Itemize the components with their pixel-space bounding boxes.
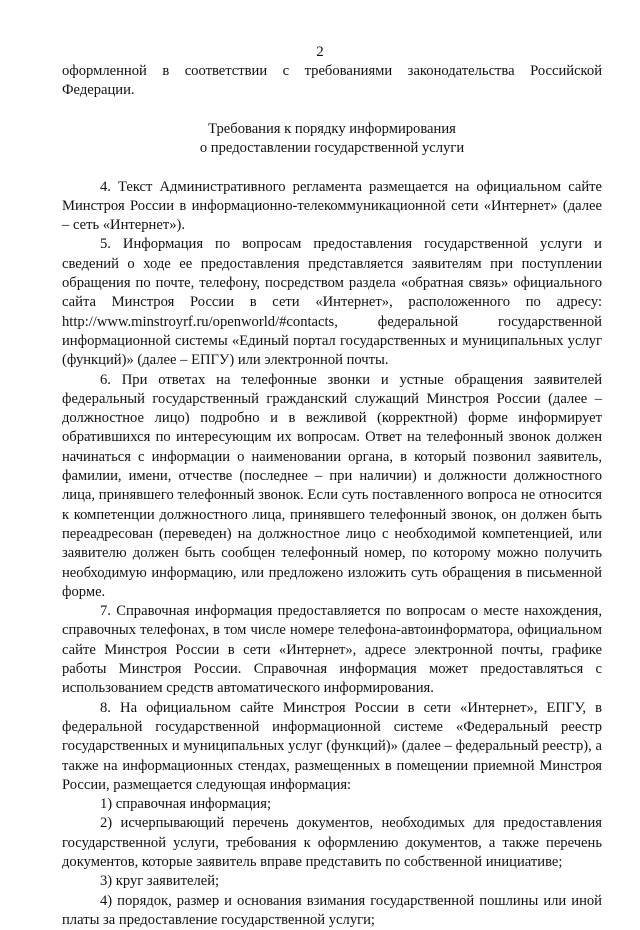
document-body (62, 62, 602, 930)
section-heading-line-2: о предоставлении государственной услуги (199, 139, 465, 156)
paragraph-8: 8. На официальном сайте Минстроя России в сети «Интернет», ЕПГУ, в федеральной государственной информационной системе «Федеральный реестр государственных и муниципальных услуг (функций)» (далее – федеральный реестр), а также на информационных стендах, размещенных в помещении приемной Минстроя России, размещается следующая информация: (62, 699, 602, 793)
list-item-2: 2) исчерпывающий перечень документов, необходимых для предоставления государственной услуги, требования к оформлению документов, а также перечень документов, которые заявитель вправе представить по собственной инициативе; (62, 815, 602, 870)
list-item-4: 4) порядок, размер и основания взимания государственной пошлины или иной платы за предоставление государственной услуги; (62, 892, 602, 928)
list-item-3: 3) круг заявителей; (100, 873, 220, 890)
list-item-1: 1) справочная информация; (100, 796, 272, 813)
paragraph-7: 7. Справочная информация предоставляется по вопросам о месте нахождения, справочных телефонах, в том числе номере телефона-автоинформатора, официальном сайте Минстроя России в сети «Интернет», адресе электронной почты, графике работы Минстроя России. Справочная информация может предоставляться с использованием средств автоматического информирования. (62, 603, 602, 697)
intro-paragraph: оформленной в соответствии с требованиями законодательства Российской Федерации. (62, 63, 602, 99)
section-heading (62, 120, 602, 158)
page-number: 2 (316, 44, 324, 60)
section-heading-line-1: Требования к порядку информирования (208, 120, 456, 137)
paragraph-6: 6. При ответах на телефонные звонки и устные обращения заявителей федеральный государственный гражданский служащий Минстроя России (далее – должностное лицо) подробно и в вежливой (корректной) форме информирует обратившихся по интересующим их вопросам. Ответ на телефонный звонок должен начинаться с информации о наименовании органа, в который позвонил заявитель, фамилии, имени, отчестве (последнее – при наличии) и должности должностного лица, принявшего телефонный звонок. Если суть поставленного вопроса не относится к компетенции должностного лица, принявшего телефонный звонок, он должен быть переадресован (переведен) на должностное лицо с необходимой компетенцией, или заявителю должен быть сообщен телефонный номер, по которому можно получить необходимую информацию, или предложено изложить суть обращения в письменной форме. (62, 371, 602, 600)
paragraph-5: 5. Информация по вопросам предоставления государственной услуги и сведений о ходе ее предоставления представляется заявителям при поступлении обращения по почте, телефону, посредством раздела «обратная связь» официального сайта Минстроя России в сети «Интернет», расположенного по адресу: http://www.minstroyrf.ru/openworld/#contacts, федеральной государственной информационной системы «Единый портал государственных и муниципальных услуг (функций)» (далее – ЕПГУ) или электронной почты. (62, 236, 602, 369)
paragraph-4: 4. Текст Административного регламента размещается на официальном сайте Минстроя России в информационно-телекоммуникационной сети «Интернет» (далее – сеть «Интернет»). (62, 178, 602, 234)
